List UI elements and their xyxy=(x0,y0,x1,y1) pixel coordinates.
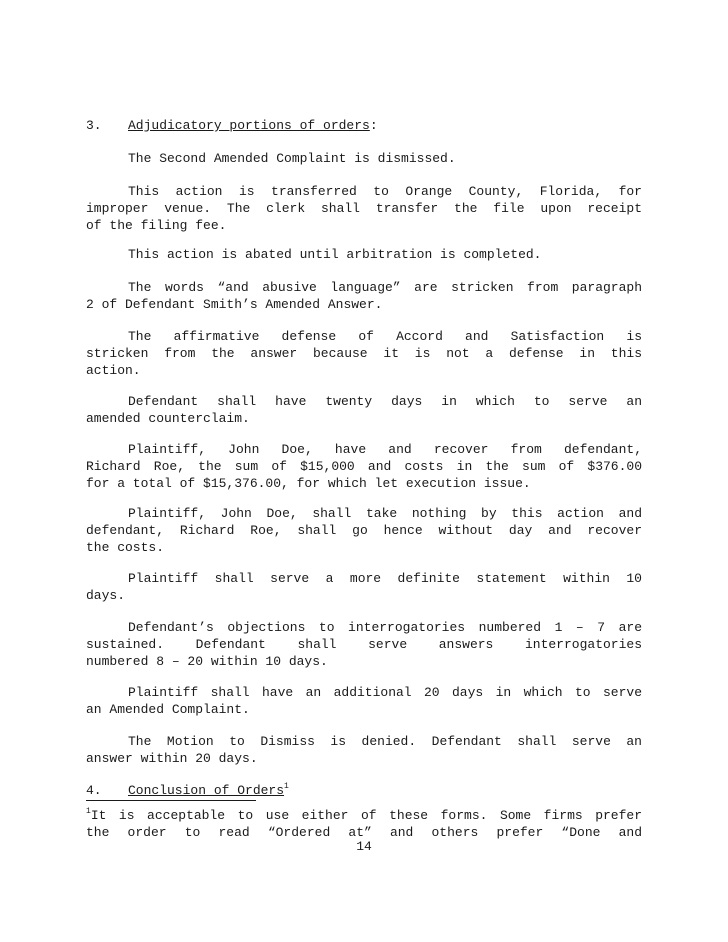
section-3-heading xyxy=(86,117,642,134)
paragraph-1-line-1: The Second Amended Complaint is dismissed. xyxy=(128,151,456,166)
paragraph-5-line-3: action. xyxy=(86,363,141,378)
paragraph-6-line-1: Defendant shall have twenty days in which to serve an xyxy=(128,394,642,409)
footnote-separator xyxy=(86,800,256,801)
paragraph-8-line-3: the costs. xyxy=(86,540,165,555)
paragraph-2-line-1: This action is transferred to Orange County, Florida, for xyxy=(128,184,642,199)
footnote-line-1 xyxy=(86,807,642,824)
section-4-title: Conclusion of Orders xyxy=(128,783,285,798)
paragraph-12-line-1: The Motion to Dismiss is denied. Defendant shall serve an xyxy=(128,734,642,749)
paragraph-10-line-1: Defendant’s objections to interrogatories numbered 1 – 7 are xyxy=(128,620,642,635)
section-3-title: Adjudicatory portions of orders xyxy=(128,118,370,133)
document-page xyxy=(86,0,642,942)
paragraph-9-line-1: Plaintiff shall serve a more definite statement within 10 xyxy=(128,571,642,586)
section-4-heading xyxy=(86,782,642,799)
footnote-text-2: the order to read “Ordered at” and others prefer “Done and xyxy=(86,825,642,840)
paragraph-7-line-1: Plaintiff, John Doe, have and recover from defendant, xyxy=(128,442,642,457)
paragraph-5-line-2: stricken from the answer because it is not a defense in this xyxy=(86,346,642,361)
paragraph-2-line-2: improper venue. The clerk shall transfer the file upon receipt xyxy=(86,201,642,216)
paragraph-8-line-2: defendant, Richard Roe, shall go hence without day and recover xyxy=(86,523,642,538)
paragraph-7-line-2: Richard Roe, the sum of $15,000 and costs in the sum of $376.00 xyxy=(86,459,642,474)
paragraph-9-line-2: days. xyxy=(86,588,126,603)
paragraph-8-line-1: Plaintiff, John Doe, shall take nothing by this action and xyxy=(128,506,642,521)
paragraph-7-line-3: for a total of $15,376.00, for which let execution issue. xyxy=(86,476,531,491)
footnote-reference: 1 xyxy=(284,782,289,791)
paragraph-12-line-2: answer within 20 days. xyxy=(86,751,258,766)
section-3-number: 3. xyxy=(86,118,102,133)
paragraph-11-line-1: Plaintiff shall have an additional 20 days in which to serve xyxy=(128,685,642,700)
paragraph-3-line-1: This action is abated until arbitration is completed. xyxy=(128,247,542,262)
page-number: 14 xyxy=(356,839,372,854)
paragraph-4-line-2: 2 of Defendant Smith’s Amended Answer. xyxy=(86,297,383,312)
paragraph-2-line-3: of the filing fee. xyxy=(86,218,227,233)
paragraph-6-line-2: amended counterclaim. xyxy=(86,411,250,426)
paragraph-11-line-2: an Amended Complaint. xyxy=(86,702,250,717)
paragraph-5-line-1: The affirmative defense of Accord and Satisfaction is xyxy=(128,329,642,344)
footnote-text-1: It is acceptable to use either of these forms. Some firms prefer xyxy=(90,808,642,823)
section-4-number: 4. xyxy=(86,783,102,798)
paragraph-10-line-2: sustained. Defendant shall serve answers interrogatories xyxy=(86,637,642,652)
footnote-marker: 1 xyxy=(86,807,91,816)
paragraph-4-line-1: The words “and abusive language” are stricken from paragraph xyxy=(128,280,642,295)
paragraph-10-line-3: numbered 8 – 20 within 10 days. xyxy=(86,654,328,669)
section-3-colon: : xyxy=(369,118,378,133)
